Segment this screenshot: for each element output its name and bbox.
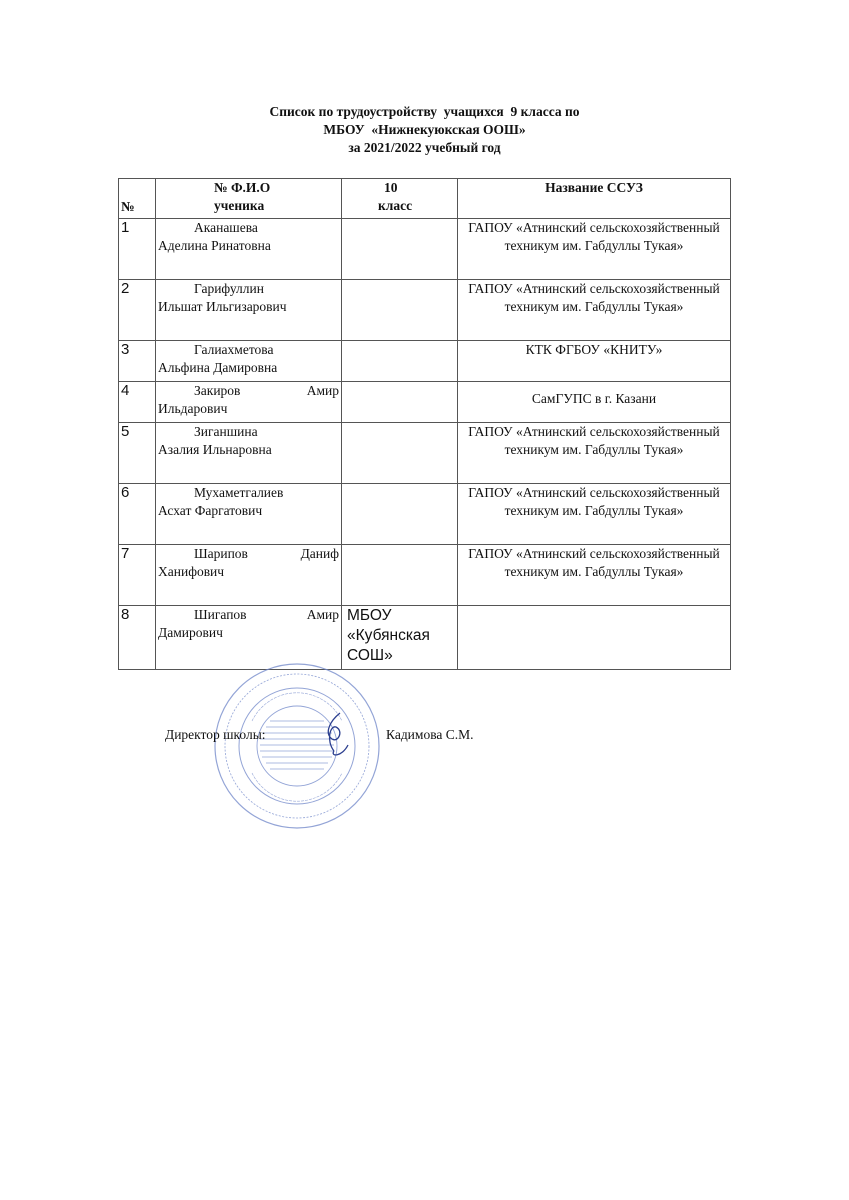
ssuz-name: ГАПОУ «Атнинский сельскохозяйственный техникум им. Габдуллы Тукая» <box>458 280 731 341</box>
seal-outer-ring <box>215 664 379 828</box>
student-patronymic: Дамирович <box>158 625 223 640</box>
students-table <box>118 178 731 670</box>
student-surname: Шарипов <box>194 546 248 561</box>
student-given-names: Азалия Ильнаровна <box>158 442 272 457</box>
class-10-cell: МБОУ «Кубянская СОШ» <box>342 606 458 670</box>
ssuz-name: КТК ФГБОУ «КНИТУ» <box>458 341 731 382</box>
student-surname: Шигапов <box>194 607 247 622</box>
student-surname: Мухаметгалиев <box>194 485 284 500</box>
header-name-line-2: ученика <box>214 198 265 213</box>
header-ssuz: Название ССУЗ <box>458 179 731 219</box>
header-class-line-2: класс <box>378 198 413 213</box>
ssuz-name: ГАПОУ «Атнинский сельскохозяйственный техникум им. Габдуллы Тукая» <box>458 423 731 484</box>
title-line-2: МБОУ «Нижнекуюкская ООШ» <box>323 122 526 137</box>
ssuz-name <box>458 606 731 670</box>
student-given-names: Аделина Ринатовна <box>158 238 271 253</box>
student-name <box>156 545 342 606</box>
student-surname: Аканашева <box>194 220 258 235</box>
table-row <box>119 280 731 341</box>
student-name <box>156 606 342 670</box>
student-patronymic: Ильдарович <box>158 401 228 416</box>
class-10-cell <box>342 382 458 423</box>
header-name <box>156 179 342 219</box>
ssuz-name: СамГУПС в г. Казани <box>458 382 731 423</box>
row-number: 1 <box>119 219 156 280</box>
student-name-line-1 <box>158 382 339 400</box>
table-row <box>119 606 731 670</box>
table-header-row <box>119 179 731 219</box>
seal-shape <box>215 664 379 828</box>
director-name: Кадимова С.М. <box>386 727 474 742</box>
header-class <box>342 179 458 219</box>
student-given-names: Альфина Дамировна <box>158 360 278 375</box>
student-name <box>156 423 342 484</box>
table-row <box>119 545 731 606</box>
student-name-line-1 <box>158 606 339 624</box>
ssuz-name: ГАПОУ «Атнинский сельскохозяйственный техникум им. Габдуллы Тукая» <box>458 219 731 280</box>
seal-inn-arc <box>252 773 342 801</box>
student-surname: Галиахметова <box>194 342 274 357</box>
student-first-name: Амир <box>306 383 339 398</box>
director-signature <box>328 713 348 755</box>
row-number: 4 <box>119 382 156 423</box>
director-label: Директор школы: <box>165 727 266 742</box>
table-row <box>119 219 731 280</box>
student-surname: Зиганшина <box>194 424 258 439</box>
class-10-cell <box>342 545 458 606</box>
title-line-3: за 2021/2022 учебный год <box>348 140 501 155</box>
row-number: 6 <box>119 484 156 545</box>
school-seal-stamp <box>212 661 382 831</box>
document-title <box>0 103 849 157</box>
student-name <box>156 341 342 382</box>
seal-middle-ring <box>239 688 355 804</box>
table-row <box>119 484 731 545</box>
table-row <box>119 341 731 382</box>
class-10-cell <box>342 280 458 341</box>
student-first-name: Даниф <box>300 546 339 561</box>
student-name <box>156 382 342 423</box>
header-name-line-1: № Ф.И.О <box>214 180 271 195</box>
header-class-line-1: 10 <box>384 180 398 195</box>
row-number: 8 <box>119 606 156 670</box>
student-name <box>156 280 342 341</box>
class-10-cell <box>342 484 458 545</box>
table-row <box>119 423 731 484</box>
class-10-cell <box>342 219 458 280</box>
seal-inner-ring <box>257 706 337 786</box>
student-name <box>156 219 342 280</box>
ssuz-name: ГАПОУ «Атнинский сельскохозяйственный техникум им. Габдуллы Тукая» <box>458 484 731 545</box>
student-name <box>156 484 342 545</box>
table-row <box>119 382 731 423</box>
student-first-name: Амир <box>306 607 339 622</box>
student-surname: Закиров <box>194 383 241 398</box>
class-10-cell <box>342 341 458 382</box>
row-number: 7 <box>119 545 156 606</box>
row-number: 2 <box>119 280 156 341</box>
student-given-names: Асхат Фаргатович <box>158 503 263 518</box>
student-surname: Гарифуллин <box>194 281 264 296</box>
student-given-names: Ильшат Ильгизарович <box>158 299 287 314</box>
title-line-1: Список по трудоустройству учащихся 9 класса по <box>269 104 580 119</box>
student-patronymic: Ханифович <box>158 564 225 579</box>
row-number: 3 <box>119 341 156 382</box>
seal-center-text-lines <box>260 721 334 769</box>
row-number: 5 <box>119 423 156 484</box>
header-number: № <box>119 179 156 219</box>
ssuz-name: ГАПОУ «Атнинский сельскохозяйственный техникум им. Габдуллы Тукая» <box>458 545 731 606</box>
student-name-line-1 <box>158 545 339 563</box>
class-10-cell <box>342 423 458 484</box>
